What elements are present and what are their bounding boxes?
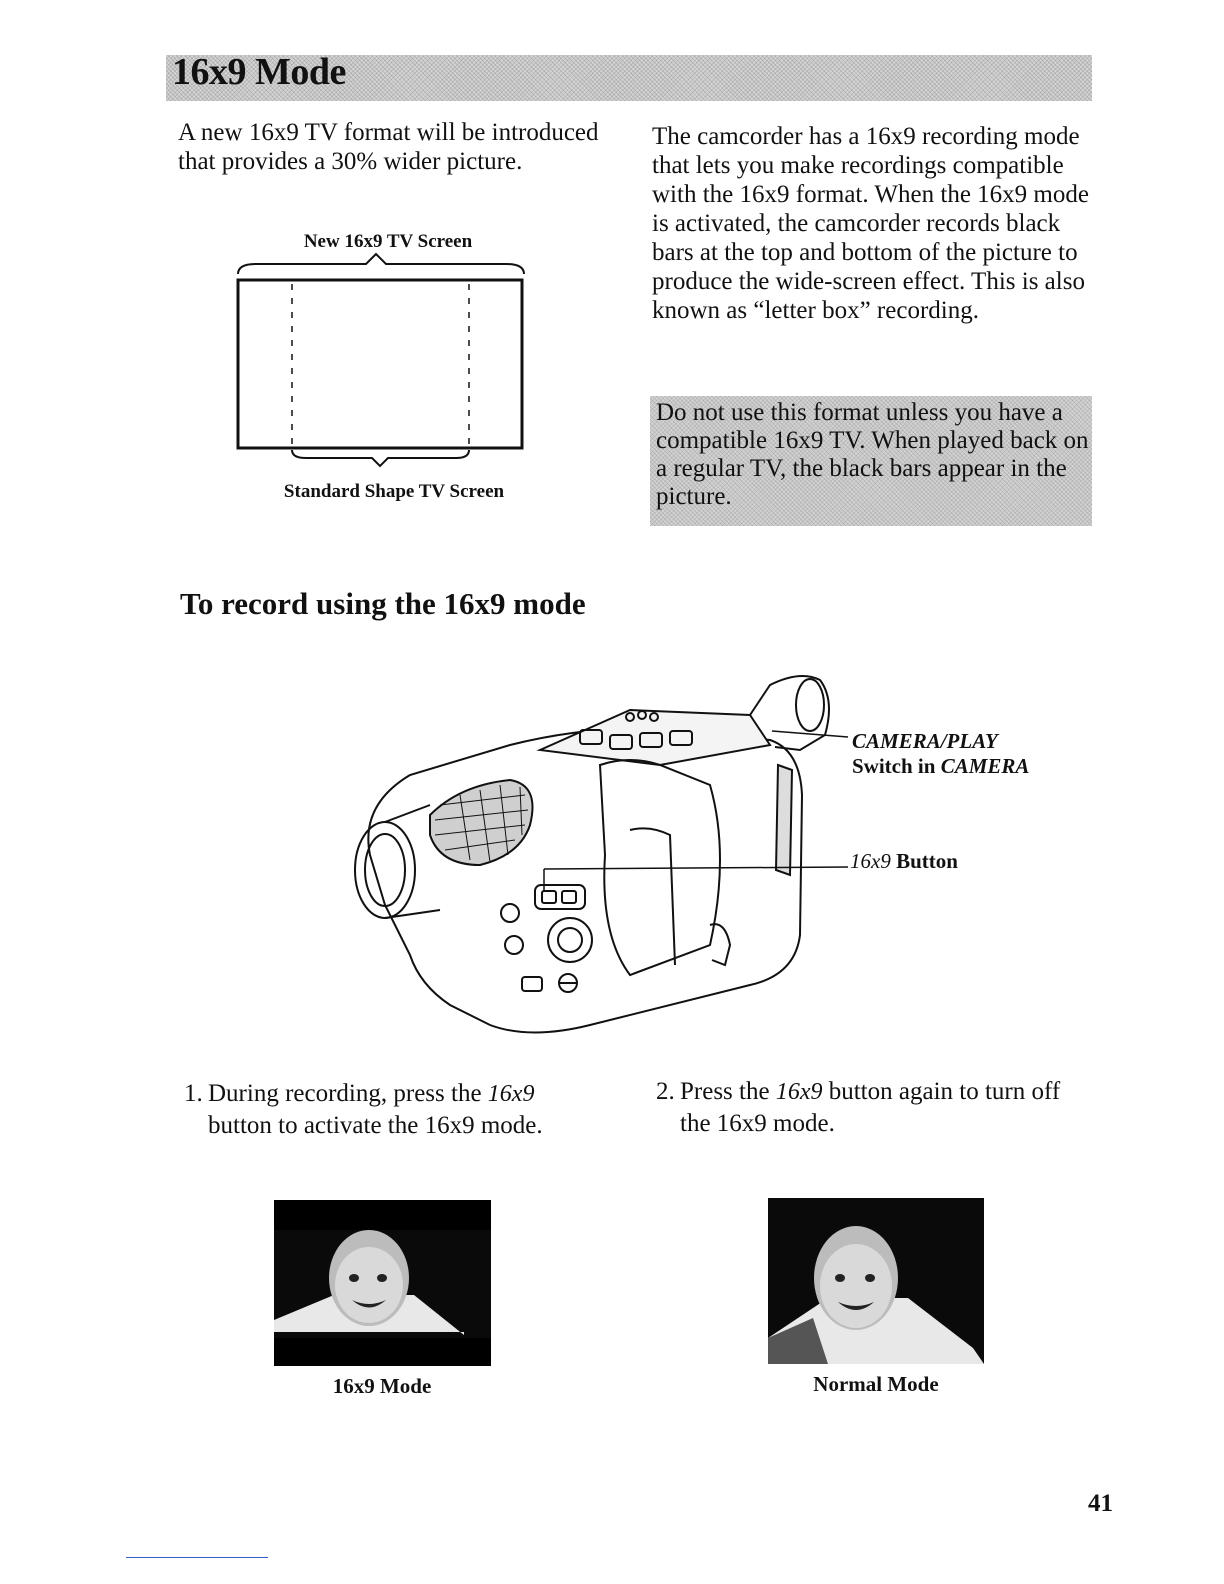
step-2 bbox=[656, 1076, 1096, 1140]
baby-photo-letterbox bbox=[274, 1200, 491, 1366]
step-2-number: 2. bbox=[656, 1078, 675, 1105]
intro-paragraph-right: The camcorder has a 16x9 recording mode that lets you make recordings compatible with the 16x9 format. When the 16x9 mode is activated, the camcorder records black bars at the top and bottom of the picture to produce the wide-screen effect. This is also known as “letter box” recording. bbox=[652, 123, 1089, 324]
photo-normal-mode bbox=[768, 1198, 984, 1364]
camcorder-illustration bbox=[330, 655, 850, 1040]
callout-switch-prefix: Switch in bbox=[852, 754, 941, 778]
step-1 bbox=[184, 1078, 604, 1142]
step-2-text-pre: Press the bbox=[680, 1078, 776, 1105]
intro-paragraph-left: A new 16x9 TV format will be introduced that provides a 30% wider picture. bbox=[178, 119, 599, 175]
step-1-number: 1. bbox=[184, 1080, 203, 1107]
warning-text: Do not use this format unless you have a compatible 16x9 TV. When played back on a regular TV, the black bars appear in the picture. bbox=[656, 399, 1089, 510]
photo-caption-normal: Normal Mode bbox=[813, 1372, 939, 1396]
wide-screen-brace bbox=[238, 254, 524, 274]
callout-switch-mode: CAMERA bbox=[940, 754, 1030, 778]
standard-screen-brace bbox=[292, 450, 469, 466]
wide-screen-outline bbox=[238, 280, 522, 448]
page-number: 41 bbox=[1088, 1490, 1113, 1517]
new-screen-label: New 16x9 TV Screen bbox=[303, 231, 473, 252]
footer-rule bbox=[126, 1557, 268, 1558]
step-2-line2: the 16x9 mode. bbox=[680, 1110, 835, 1137]
step-1-line2: button to activate the 16x9 mode. bbox=[208, 1112, 543, 1139]
photo-16x9-mode bbox=[274, 1200, 491, 1366]
baby-photo-full bbox=[768, 1198, 984, 1364]
step-1-text-pre: During recording, press the bbox=[208, 1080, 488, 1107]
page-title: 16x9 Mode bbox=[172, 51, 346, 93]
tv-screen-diagram bbox=[226, 252, 536, 472]
section-heading: To record using the 16x9 mode bbox=[180, 586, 586, 621]
callout-switch-name: CAMERA/PLAY bbox=[852, 729, 998, 753]
step-2-button-name: 16x9 bbox=[775, 1079, 823, 1105]
callout-16x9-button bbox=[850, 849, 958, 874]
photo-caption-16x9: 16x9 Mode bbox=[332, 1374, 432, 1398]
step-1-button-name: 16x9 bbox=[487, 1081, 535, 1107]
step-2-text-post: button again to turn off bbox=[822, 1078, 1061, 1105]
callout-camera-play-switch bbox=[852, 729, 1029, 779]
callout-button-name: 16x9 bbox=[850, 849, 891, 873]
standard-screen-label: Standard Shape TV Screen bbox=[283, 481, 505, 502]
callout-button-suffix: Button bbox=[890, 849, 958, 873]
